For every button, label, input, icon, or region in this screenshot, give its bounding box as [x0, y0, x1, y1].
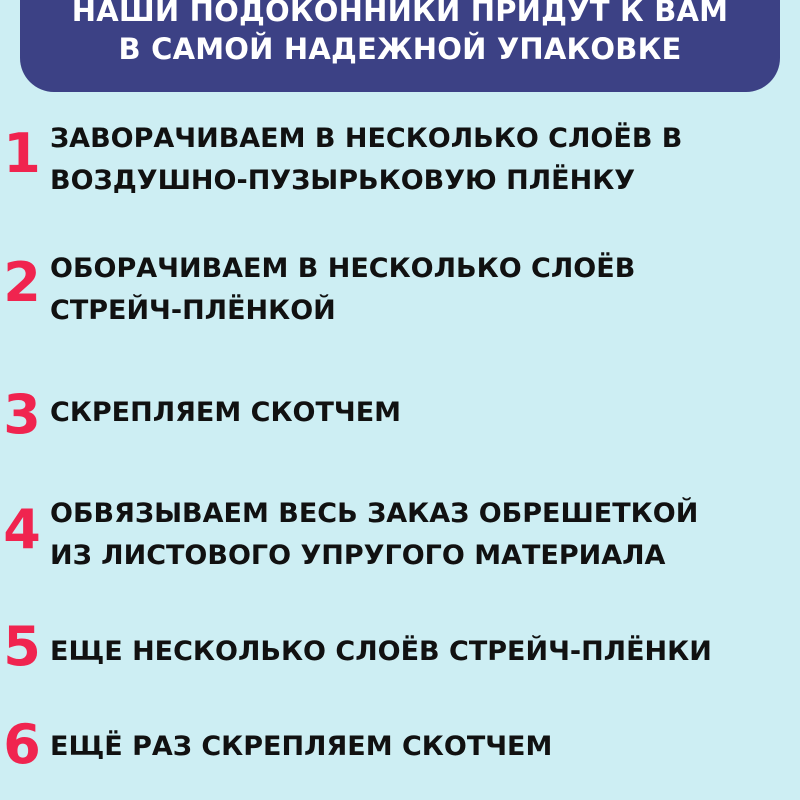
step-text-1 [50, 118, 790, 202]
header-title-line-2: В САМОЙ НАДЕЖНОЙ УПАКОВКЕ [118, 32, 682, 66]
step-2-line-1: ОБОРАЧИВАЕМ В НЕСКОЛЬКО СЛОЁВ [50, 253, 636, 284]
step-text-2 [50, 248, 790, 332]
step-text-6 [50, 726, 790, 768]
step-number-5: 5 [3, 615, 41, 678]
step-4-line-1: ОБВЯЗЫВАЕМ ВЕСЬ ЗАКАЗ ОБРЕШЕТКОЙ [50, 498, 699, 529]
step-text-4 [50, 493, 790, 577]
step-4-line-2: ИЗ ЛИСТОВОГО УПРУГОГО МАТЕРИАЛА [50, 540, 666, 571]
step-text-5 [50, 631, 790, 673]
step-6-line-1: ЕЩЁ РАЗ СКРЕПЛЯЕМ СКОТЧЕМ [50, 731, 553, 762]
header-banner [20, 0, 780, 92]
step-number-2: 2 [3, 251, 41, 314]
step-3-line-1: СКРЕПЛЯЕМ СКОТЧЕМ [50, 397, 402, 428]
step-text-3 [50, 392, 790, 434]
step-number-6: 6 [3, 713, 41, 776]
step-number-4: 4 [3, 498, 41, 561]
step-2-line-2: СТРЕЙЧ-ПЛЁНКОЙ [50, 295, 336, 326]
step-5-line-1: ЕЩЕ НЕСКОЛЬКО СЛОЁВ СТРЕЙЧ-ПЛЁНКИ [50, 636, 712, 667]
step-1-line-2: ВОЗДУШНО-ПУЗЫРЬКОВУЮ ПЛЁНКУ [50, 165, 636, 196]
header-title-line-1: НАШИ ПОДОКОННИКИ ПРИДУТ К ВАМ [71, 0, 729, 28]
step-number-1: 1 [3, 122, 41, 185]
step-1-line-1: ЗАВОРАЧИВАЕМ В НЕСКОЛЬКО СЛОЁВ В [50, 123, 683, 154]
step-number-3: 3 [3, 383, 41, 446]
